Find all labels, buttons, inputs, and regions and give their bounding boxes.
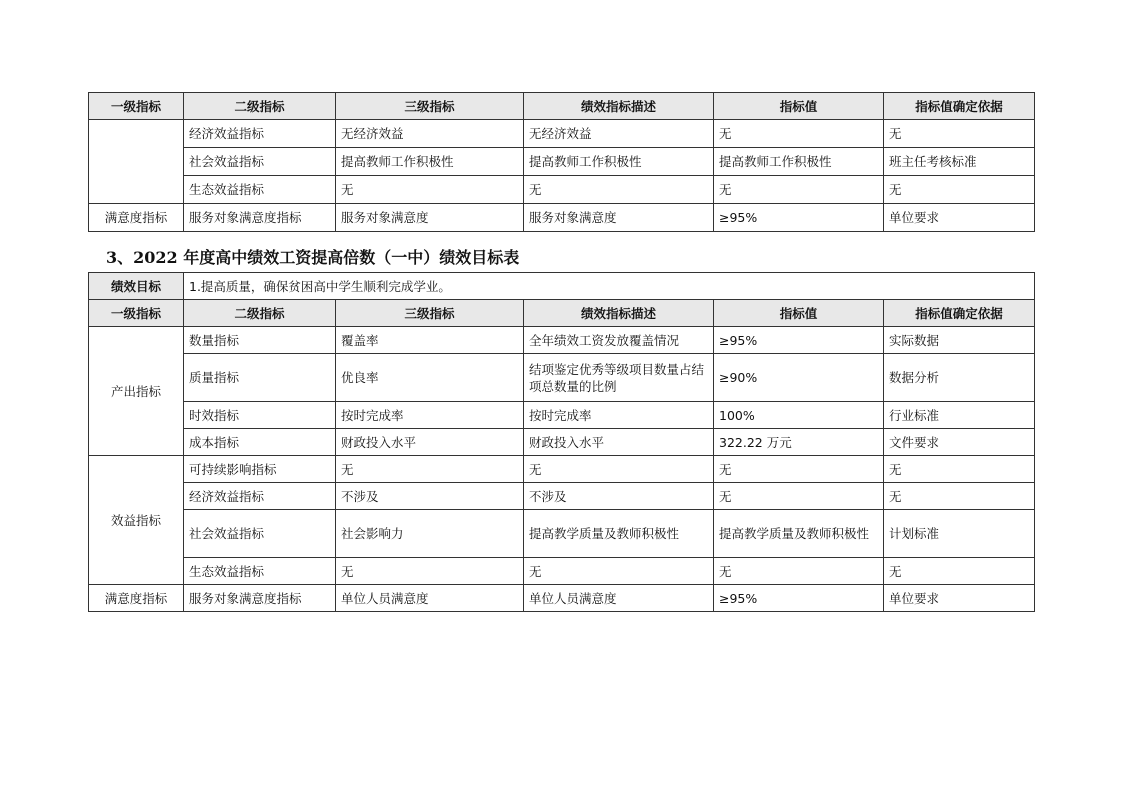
goal-text: 1.提高质量，确保贫困高中学生顺利完成学业。 [184,273,1035,300]
cell: 服务对象满意度 [524,204,714,232]
cell: 生态效益指标 [184,176,336,204]
table-row-satisfaction [89,585,1035,612]
cell: 单位人员满意度 [336,585,524,612]
table-row [89,558,1035,585]
cell: 社会影响力 [336,510,524,558]
cell: 数量指标 [184,327,336,354]
cell: 无 [336,558,524,585]
cell: 无 [524,456,714,483]
cell: 计划标准 [884,510,1035,558]
cell: 无 [884,456,1035,483]
cell: 优良率 [336,354,524,402]
cell: 提高教师工作积极性 [524,148,714,176]
cell: 单位人员满意度 [524,585,714,612]
cell: 全年绩效工资发放覆盖情况 [524,327,714,354]
cell: 提高教学质量及教师积极性 [714,510,884,558]
header-level2: 二级指标 [184,300,336,327]
section-title: 3、2022 年度高中绩效工资提高倍数（一中）绩效目标表 [106,248,520,267]
cell: 覆盖率 [336,327,524,354]
cell: 无 [884,558,1035,585]
header-level3: 三级指标 [336,300,524,327]
cell: 无 [336,456,524,483]
cell: 文件要求 [884,429,1035,456]
cell: 经济效益指标 [184,483,336,510]
cell: 322.22 万元 [714,429,884,456]
goal-row [89,273,1035,300]
cell: 无 [714,456,884,483]
cell: 不涉及 [336,483,524,510]
cell: 社会效益指标 [184,148,336,176]
cell: 服务对象满意度指标 [184,204,336,232]
cell: 无 [524,176,714,204]
header-level1: 一级指标 [89,300,184,327]
cell: 财政投入水平 [524,429,714,456]
cell: 提高教师工作积极性 [336,148,524,176]
cell: 按时完成率 [524,402,714,429]
table-row [89,483,1035,510]
cell: 服务对象满意度指标 [184,585,336,612]
table-row [89,402,1035,429]
table-row-satisfaction [89,204,1035,232]
cell: 无 [714,558,884,585]
cell: 按时完成率 [336,402,524,429]
cell: 质量指标 [184,354,336,402]
table-row [89,510,1035,558]
level1-satisfaction: 满意度指标 [89,585,184,612]
level1-output: 产出指标 [89,327,184,456]
cell: 提高教师工作积极性 [714,148,884,176]
goal-label: 绩效目标 [89,273,184,300]
cell: 社会效益指标 [184,510,336,558]
cell: 服务对象满意度 [336,204,524,232]
cell: 100% [714,402,884,429]
table-row [89,354,1035,402]
header-value: 指标值 [714,300,884,327]
cell: 成本指标 [184,429,336,456]
table-header-row [89,93,1035,120]
cell: ≥95% [714,327,884,354]
cell: 实际数据 [884,327,1035,354]
cell: 无 [524,558,714,585]
level1-cell: 满意度指标 [89,204,184,232]
cell: 无 [714,176,884,204]
table-header-row [89,300,1035,327]
table-row [89,327,1035,354]
level1-benefit: 效益指标 [89,456,184,585]
header-description: 绩效指标描述 [524,300,714,327]
cell: 无 [714,120,884,148]
cell: ≥90% [714,354,884,402]
header-value: 指标值 [714,93,884,120]
cell: 无 [884,120,1035,148]
table-row [89,120,1035,148]
header-level1: 一级指标 [89,93,184,120]
header-basis: 指标值确定依据 [884,93,1035,120]
header-level2: 二级指标 [184,93,336,120]
performance-table-continued [88,92,1035,232]
cell: 财政投入水平 [336,429,524,456]
cell: 单位要求 [884,585,1035,612]
cell: 无经济效益 [336,120,524,148]
cell: ≥95% [714,204,884,232]
cell: 提高教学质量及教师积极性 [524,510,714,558]
cell: 经济效益指标 [184,120,336,148]
cell: 结项鉴定优秀等级项目数量占结项总数量的比例 [524,354,714,402]
cell: 无 [884,176,1035,204]
cell: 可持续影响指标 [184,456,336,483]
cell: 班主任考核标准 [884,148,1035,176]
cell: 无经济效益 [524,120,714,148]
cell: 数据分析 [884,354,1035,402]
table-row [89,456,1035,483]
cell: 无 [714,483,884,510]
performance-goal-table [88,272,1035,612]
header-description: 绩效指标描述 [524,93,714,120]
cell: 时效指标 [184,402,336,429]
cell: 不涉及 [524,483,714,510]
level1-cell-empty [89,120,184,204]
table-row [89,148,1035,176]
cell: 单位要求 [884,204,1035,232]
cell: ≥95% [714,585,884,612]
cell: 行业标准 [884,402,1035,429]
cell: 无 [884,483,1035,510]
header-basis: 指标值确定依据 [884,300,1035,327]
table-row [89,176,1035,204]
cell: 生态效益指标 [184,558,336,585]
header-level3: 三级指标 [336,93,524,120]
cell: 无 [336,176,524,204]
table-row [89,429,1035,456]
